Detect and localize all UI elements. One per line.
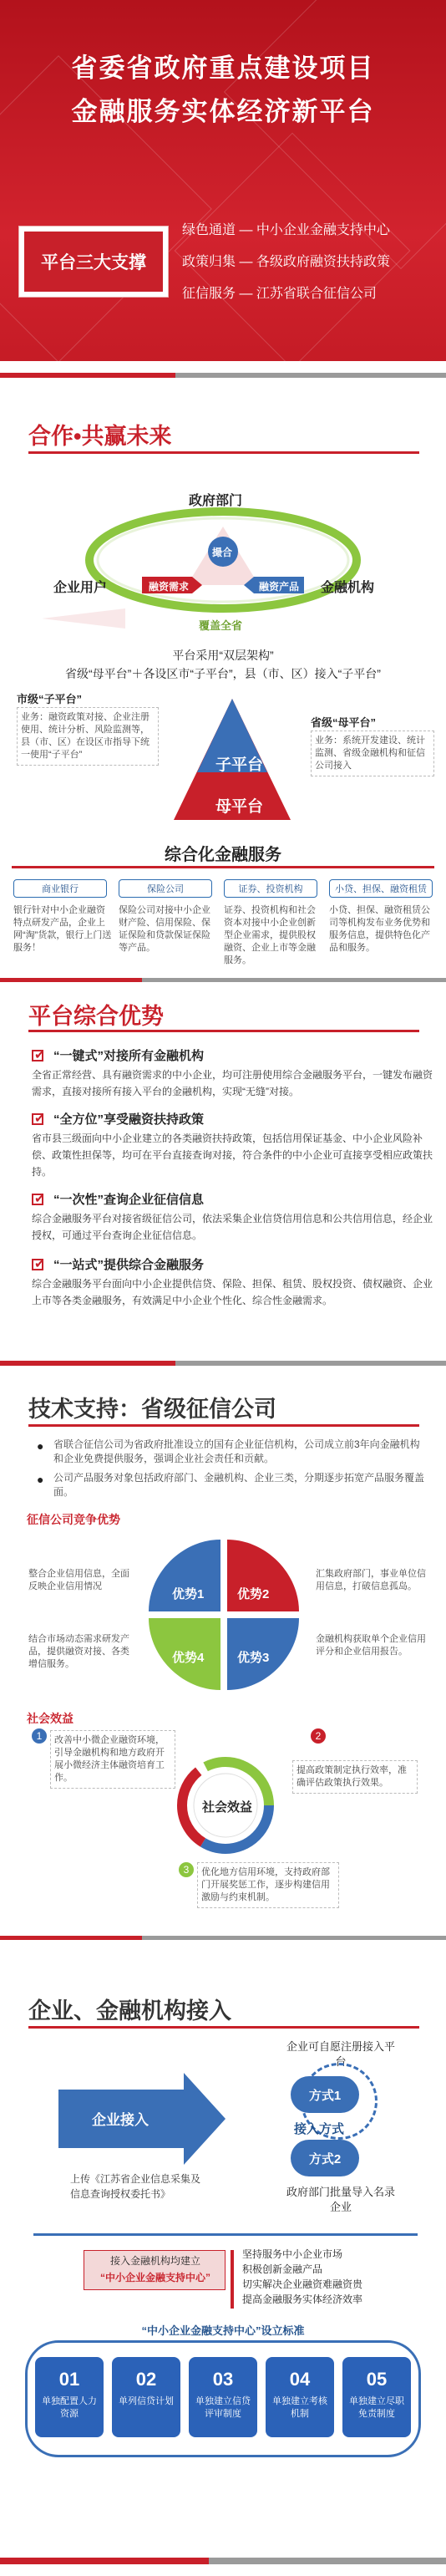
advantage-text-4: 综合金融服务平台面向中小企业提供信贷、保险、担保、租赁、股权投资、债权融资、企业上市等各类金融服务，有效满足中小企业个性化、综合性金融需求。 <box>32 1278 433 1306</box>
step-label: 单列信贷计划 <box>119 2396 174 2406</box>
divider-gray <box>175 373 446 378</box>
step-number: 02 <box>135 2369 157 2390</box>
fin-item-1: 坚持服务中小企业市场 <box>242 2248 343 2260</box>
advantage-text-3: 综合金融服务平台对接省级征信公司，依法采集企业信贷信用信息和公共信用信息，经企业授权，可通过平台查询企业征信信息。 <box>32 1213 433 1241</box>
step-number: 05 <box>366 2369 388 2390</box>
check-icon <box>32 1194 43 1205</box>
right-platform-label: 省级“母平台” <box>311 716 377 729</box>
competition-title: 征信公司竞争优势 <box>27 1513 120 1526</box>
left-platform-label: 市级“子平台” <box>17 693 83 705</box>
hero-support-box <box>18 226 169 298</box>
service-chip-leasing: 小贷、担保、融资租赁 <box>329 879 433 898</box>
advantage-label-2: 优势2 <box>237 1587 270 1601</box>
diagram-coverage: 覆盖全省 <box>199 619 243 632</box>
step-label: 单独建立信贷评审制度 <box>195 2396 251 2419</box>
left-platform-desc: 业务：融资政策对接、企业注册使用、统计分析、风险监测等，县（市、区）在设区市指导下统一使用“子平台” <box>17 707 159 766</box>
standard-step-4 <box>266 2357 334 2437</box>
advantage-text-right-top: 汇集政府部门，事业单位信用信息，打破信息孤岛。 <box>316 1569 426 1591</box>
social-center-label: 社会效益 <box>202 1800 253 1815</box>
advantage-head-3: “一次性”查询企业征信信息 <box>53 1193 205 1207</box>
divider-red <box>0 978 142 982</box>
decor <box>42 608 125 629</box>
divider-gray <box>142 1936 446 1940</box>
step-label: 单独建立考核机制 <box>272 2396 327 2419</box>
service-desc-leasing: 小贷、担保、融资租赁公司等机构发布业务优势和服务信息，提供特色化产品和服务。 <box>329 905 430 953</box>
step-number: 03 <box>212 2369 234 2390</box>
step-label: 单独配置人力资源 <box>42 2396 97 2419</box>
check-icon <box>32 1050 43 1061</box>
advantage-label-3: 优势3 <box>237 1651 270 1665</box>
footer-red <box>0 2558 209 2564</box>
advantage-head-2: “全方位”享受融资扶持政策 <box>53 1112 205 1127</box>
number-badge-1: 1 <box>32 1728 47 1744</box>
divider-red <box>0 1936 142 1940</box>
check-icon <box>32 1259 43 1270</box>
step-label: 单独建立尽职免责制度 <box>349 2396 404 2419</box>
diagram-center: 撮合 <box>212 547 233 558</box>
tech-bullet-1: 省联合征信公司为省政府批准设立的国有企业征信机构，公司成立前3年向金融机构和企业免费提供服务，强调企业社会责任和贡献。 <box>53 1438 420 1464</box>
divider-gray <box>175 1361 446 1366</box>
tech-bullet-2: 公司产品服务对象包括政府部门、金融机构、企业三类，分期逐步拓宽产品服务覆盖面。 <box>53 1472 425 1498</box>
section-rule <box>28 451 419 454</box>
service-desc-securities: 证券、投资机构和社会资本对接中小企业创新型企业需求，提供股权融资、企业上市等金融服务。 <box>224 905 316 965</box>
service-chip-securities: 证券、投资机构 <box>224 879 317 898</box>
diagram-enterprise: 企业用户 <box>53 581 108 595</box>
bullet-icon: ● <box>37 1439 44 1453</box>
standard-step-1 <box>35 2357 104 2437</box>
bullet-icon: ● <box>37 1473 44 1486</box>
section-rule <box>28 2026 419 2029</box>
social-item-2: 提高政策制定执行效率，准确评估政策执行效果。 <box>292 1760 418 1794</box>
divider-gray <box>142 978 446 982</box>
fin-item-4: 提高金融服务实体经济效率 <box>242 2293 363 2305</box>
pyramid-bottom-label: 母平台 <box>215 798 264 816</box>
comprehensive-rule <box>12 866 434 868</box>
arch-text-1: 平台采用“双层架构” <box>172 649 274 662</box>
bottom-note: 政府部门批量导入名录企业 <box>286 2186 395 2213</box>
social-item-3: 优化地方信用环境，支持政府部门开展奖惩工作，逐步构建信用激励与约束机制。 <box>197 1862 339 1908</box>
hero-item-2: 政策归集 — 各级政府融资扶持政策 <box>182 255 390 269</box>
enterprise-access-label: 企业接入 <box>92 2112 149 2128</box>
arch-text-2: 省级“母平台”＋各设区市“子平台”，县（市、区）接入“子平台” <box>65 667 381 680</box>
advantage-text-left-top: 整合企业信用信息，全面反映企业信用情况 <box>28 1569 129 1591</box>
section-title-access: 企业、金融机构接入 <box>28 1998 231 2024</box>
section-title-cooperation: 合作•共赢未来 <box>28 424 172 449</box>
fin-item-2: 积极创新金融产品 <box>242 2263 323 2275</box>
advantage-text-right-bottom: 金融机构获取单个企业信用评分和企业信用报告。 <box>316 1634 426 1657</box>
social-item-1: 改善中小微企业融资环境，引导金融机构和地方政府开展小微经济主体融资培育工作。 <box>50 1730 175 1789</box>
section-rule <box>28 1030 419 1032</box>
section-title-advantages: 平台综合优势 <box>28 1004 164 1029</box>
fin-box-line2: “中小企业金融支持中心” <box>99 2272 210 2283</box>
hero-support-label: 平台三大支撑 <box>24 232 163 292</box>
access-rule <box>33 2233 418 2236</box>
diagram-demand: 融资需求 <box>149 581 190 593</box>
check-icon <box>32 1113 43 1125</box>
footer-gray <box>209 2558 446 2564</box>
method-2: 方式2 <box>291 2140 359 2176</box>
advantage-petals <box>140 1531 307 1698</box>
standard-step-3 <box>189 2357 257 2437</box>
social-title: 社会效益 <box>27 1712 73 1725</box>
left-note: 上传《江苏省企业信息采集及信息查询授权委托书》 <box>70 2173 201 2200</box>
service-chip-insurance: 保险公司 <box>119 879 212 898</box>
hero-title-line2: 金融服务实体经济新平台 <box>71 97 375 126</box>
divider-red <box>0 373 175 378</box>
pyramid-top-label: 子平台 <box>215 756 264 774</box>
standard-step-2 <box>112 2357 180 2437</box>
top-note: 企业可自愿注册接入平台 <box>286 2040 395 2068</box>
advantage-label-1: 优势1 <box>172 1587 205 1601</box>
diagram-gov: 政府部门 <box>189 494 243 508</box>
advantage-head-4: “一站式”提供综合金融服务 <box>53 1258 205 1272</box>
advantage-label-4: 优势4 <box>172 1651 205 1665</box>
hero-banner <box>0 0 446 391</box>
method-1: 方式1 <box>291 2076 359 2113</box>
fin-item-3: 切实解决企业融资难融资贵 <box>242 2278 363 2290</box>
method-center: 接入方式 <box>294 2122 345 2136</box>
comprehensive-title: 综合化金融服务 <box>165 846 281 864</box>
service-chip-bank: 商业银行 <box>13 879 107 898</box>
number-badge-3: 3 <box>179 1862 194 1877</box>
fin-box-line1: 接入金融机构均建立 <box>109 2255 200 2267</box>
standard-title: “中小企业金融支持中心”设立标准 <box>141 2324 305 2337</box>
service-desc-bank: 银行针对中小企业融资特点研发产品，企业上网“淘”货款，银行上门送服务！ <box>13 905 112 953</box>
section-rule <box>28 1424 419 1427</box>
fin-bar <box>231 2250 234 2309</box>
standard-step-5 <box>342 2357 411 2437</box>
diagram-finance: 金融机构 <box>321 581 375 595</box>
right-platform-desc: 业务：系统开发建设、统计监测、省级金融机构和征信公司接入 <box>311 731 434 776</box>
advantage-head-1: “一键式”对接所有金融机构 <box>53 1049 205 1063</box>
hero-title-line1: 省委省政府重点建设项目 <box>71 53 375 83</box>
number-badge-2: 2 <box>311 1728 326 1744</box>
hero-item-1: 绿色通道 — 中小企业金融支持中心 <box>182 223 390 237</box>
step-number: 04 <box>289 2369 311 2390</box>
hero-item-3: 征信服务 — 江苏省联合征信公司 <box>182 287 377 301</box>
section-title-tech: 技术支持：省级征信公司 <box>28 1397 276 1422</box>
advantage-text-left-bottom: 结合市场动态需求研发产品，提供融资对接、各类增信服务。 <box>28 1634 129 1669</box>
service-desc-insurance: 保险公司对接中小企业财产险、信用保险、保证保险和贷款保证保险等产品。 <box>119 905 210 953</box>
diagram-product: 融资产品 <box>259 581 300 593</box>
divider-red <box>0 1361 175 1366</box>
step-number: 01 <box>58 2369 80 2390</box>
advantage-text-2: 省市县三级面向中小企业建立的各类融资扶持政策，包括信用保证基金、中小企业风险补偿、政策性担保等，均可在平台直接查询对接，符合条件的中小企业可直接享受相应政策扶持。 <box>32 1133 433 1178</box>
advantage-text-1: 全省正常经营、具有融资需求的中小企业，均可注册使用综合金融服务平台，一键发布融资需求，直接对接所有接入平台的金融机构，实现“无缝”对接。 <box>32 1069 433 1097</box>
